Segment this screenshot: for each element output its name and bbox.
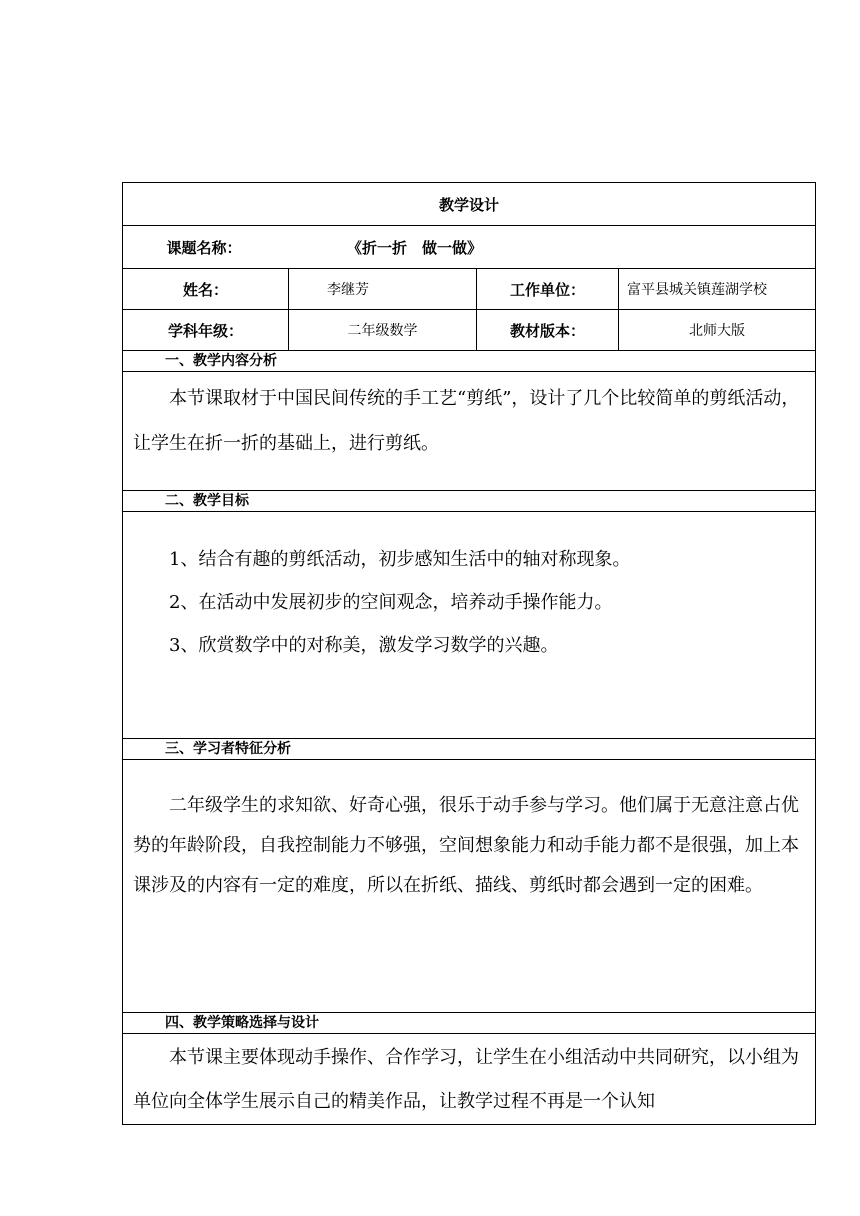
topic-value: 《折一折 做一做》	[347, 238, 483, 257]
subject-value: 二年级数学	[289, 310, 477, 351]
section-heading-content-analysis: 一、教学内容分析	[123, 351, 816, 372]
objective-item: 2、在活动中发展初步的空间观念，培养动手操作能力。	[169, 592, 613, 613]
section-body-objectives	[123, 512, 816, 739]
paragraph: 本节课主要体现动手操作、合作学习，让学生在小组活动中共同研究，以小组为单位向全体学生展示自己的精美作品，让教学过程不再是一个认知	[133, 1047, 799, 1112]
subject-label: 学科年级：	[123, 310, 289, 351]
section-body-learner-analysis	[123, 760, 816, 1013]
section-heading-strategy: 四、教学策略选择与设计	[123, 1013, 816, 1034]
paragraph: 二年级学生的求知欲、好奇心强，很乐于动手参与学习。他们属于无意注意占优势的年龄阶段，自我控制能力不够强，空间想象能力和动手能力都不是很强，加上本课涉及的内容有一定的难度，所以在折纸、描线、剪纸时都会遇到一定的困难。	[133, 795, 799, 896]
paragraph: 本节课取材于中国民间传统的手工艺“剪纸”，设计了几个比较简单的剪纸活动，让学生在折一折的基础上，进行剪纸。	[133, 388, 800, 454]
table-title: 教学设计	[123, 183, 816, 226]
edition-value: 北师大版	[619, 310, 816, 351]
lesson-plan-document	[122, 182, 815, 1125]
section-body-strategy	[123, 1034, 816, 1125]
objective-item: 1、结合有趣的剪纸活动，初步感知生活中的轴对称现象。	[169, 549, 631, 570]
unit-value: 富平县城关镇莲湖学校	[619, 269, 816, 310]
lesson-plan-table	[122, 182, 816, 1125]
name-value: 李继芳	[289, 269, 477, 310]
section-heading-learner-analysis: 三、学习者特征分析	[123, 739, 816, 760]
unit-label: 工作单位：	[477, 269, 619, 310]
edition-label: 教材版本：	[477, 310, 619, 351]
name-label: 姓名：	[123, 269, 289, 310]
section-body-content-analysis	[123, 372, 816, 491]
topic-label: 课题名称：	[166, 238, 242, 257]
objective-item: 3、欣赏数学中的对称美，激发学习数学的兴趣。	[169, 635, 559, 656]
topic-row	[123, 226, 816, 269]
section-heading-objectives: 二、教学目标	[123, 491, 816, 512]
